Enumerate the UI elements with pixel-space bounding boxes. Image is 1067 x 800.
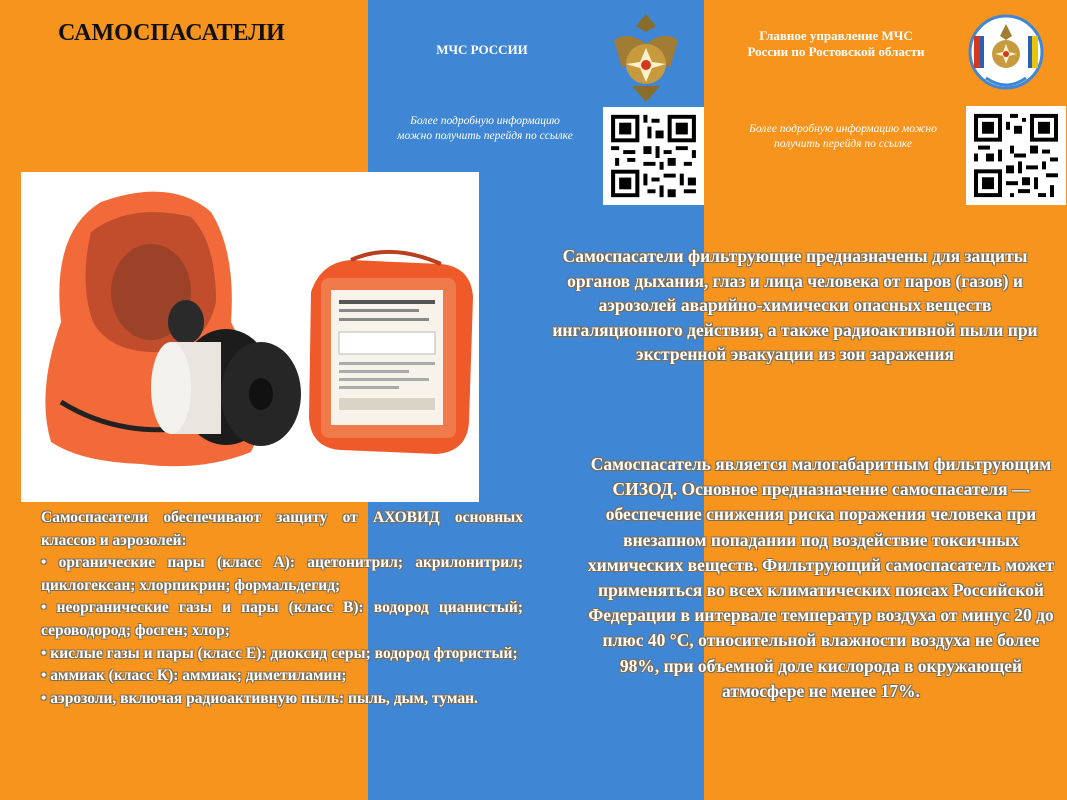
protection-item: • органические пары (класс А): ацетонитрил; акрилонитрил; циклогексан; хлорпикрин; формальдегид; — [41, 554, 523, 594]
rostov-emblem-icon — [966, 6, 1046, 98]
rostov-hint: Более подробную информацию можно получить перейдя по ссылке — [749, 123, 937, 150]
mchs-qr-code[interactable] — [603, 107, 704, 205]
mchs-label: МЧС РОССИИ — [436, 42, 528, 57]
protection-item: • аммиак (класс К): аммиак; диметиламин; — [41, 667, 347, 685]
description-purpose: Самоспасатели фильтрующие предназначены для защиты органов дыхания, глаз и лица человека от паров (газов) и аэрозолей аварийно-химически опасных веществ ингаляционного действия, а также радиоактивной пыли при экстренной эвакуации из зон заражения — [552, 246, 1038, 364]
mchs-hint: Более подробную информацию можно получить перейдя по ссылке — [397, 115, 573, 142]
rostov-label: Главное управление МЧС России по Ростовской области — [747, 28, 925, 59]
mchs-emblem-icon — [608, 10, 684, 106]
protection-item: • кислые газы и пары (класс Е): диоксид серы; водород фтористый; — [41, 644, 518, 662]
protection-intro: Самоспасатели обеспечивают защиту от АХОВИД основных классов и аэрозолей: — [41, 509, 523, 549]
self-rescuer-photo — [21, 172, 479, 502]
rostov-qr-code[interactable] — [966, 106, 1066, 205]
page-title: САМОСПАСАТЕЛИ — [58, 20, 285, 46]
protection-item: • неорганические газы и пары (класс В): водород цианистый; сероводород; фосген; хлор; — [41, 599, 523, 639]
protection-item: • аэрозоли, включая радиоактивную пыль: пыль, дым, туман. — [41, 689, 478, 707]
description-specs: Самоспасатель является малогабаритным фильтрующим СИЗОД. Основное предназначение самоспасателя — обеспечение снижения риска поражения человека при внезапном попадании под воздействие токсичных химических веществ. Фильтрующий самоспасатель может применяться во всех климатических поясах Российской Федерации в интервале температур воздуха от минус 20 до плюс 40 °С, относительной влажности воздуха не более 98%, при объемной доле кислорода в окружающей атмосфере не менее 17%. — [587, 454, 1055, 701]
protection-classes — [41, 507, 523, 710]
